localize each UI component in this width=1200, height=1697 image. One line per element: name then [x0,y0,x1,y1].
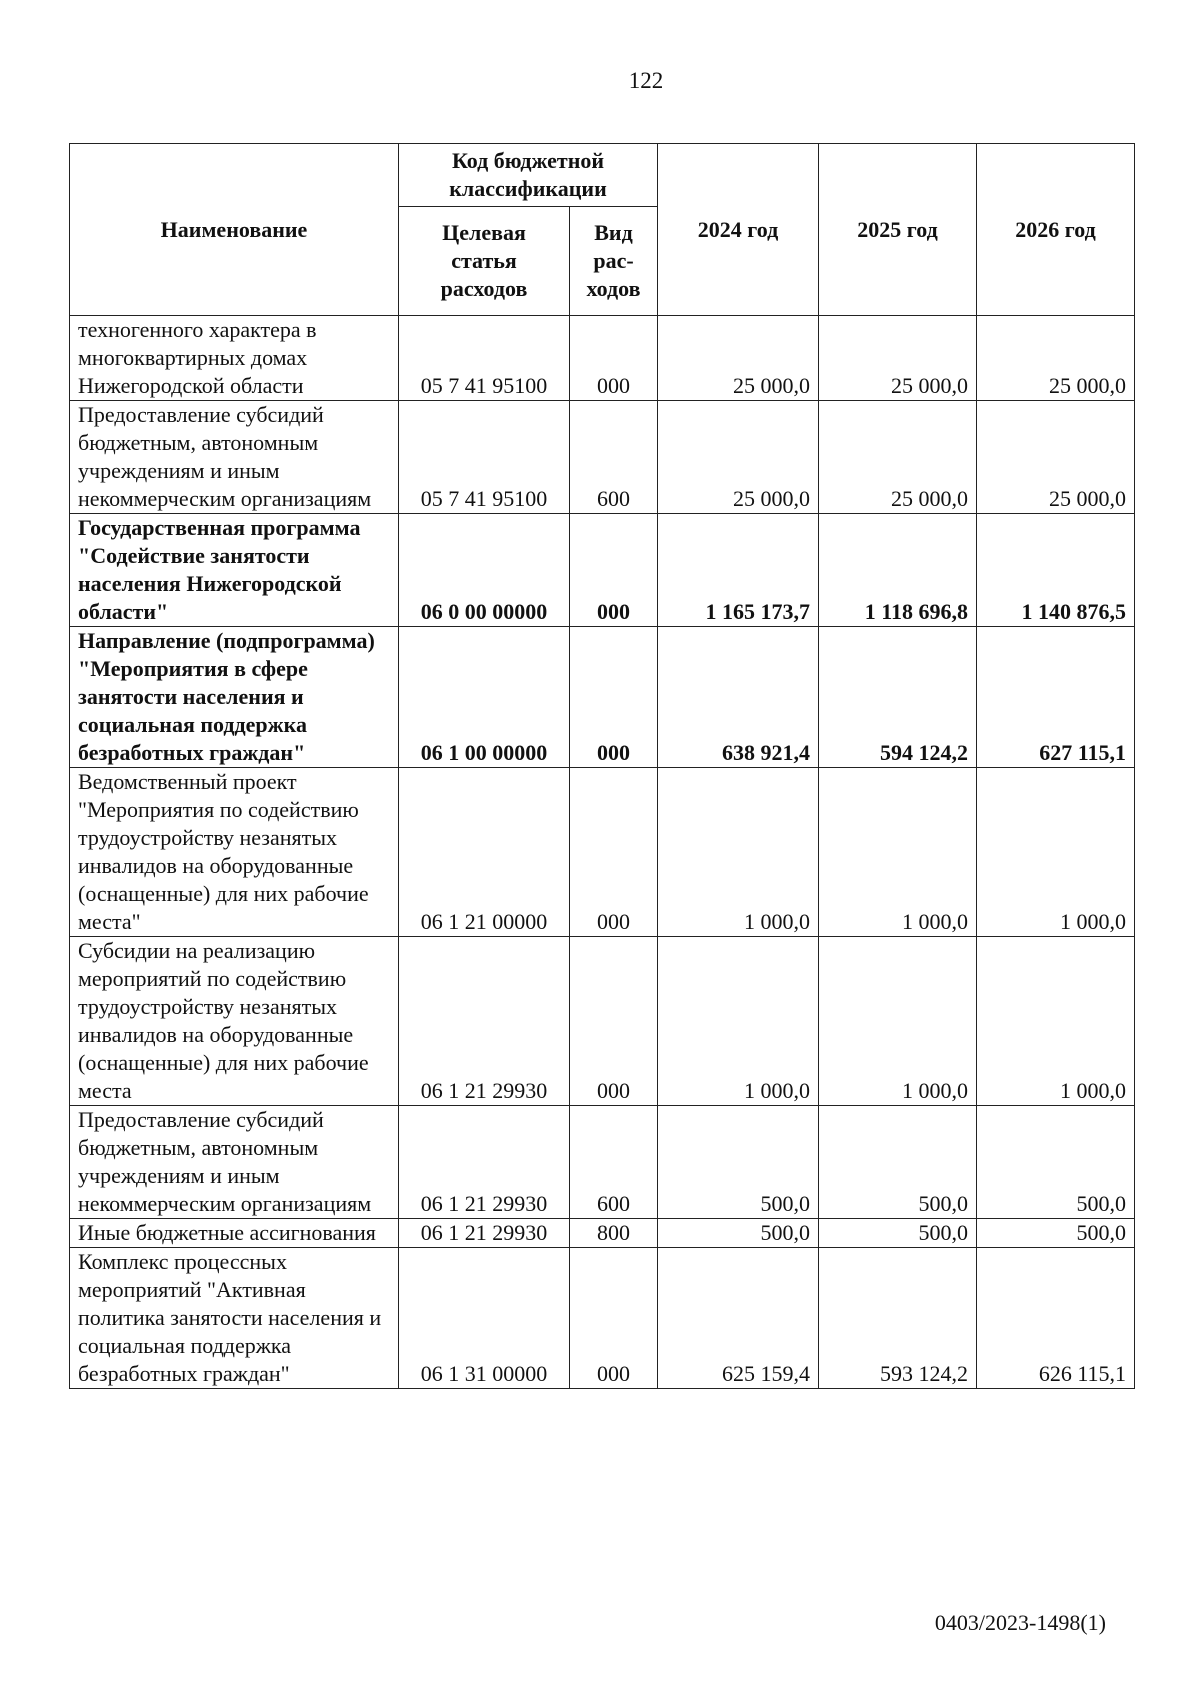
row-amount-2024-cell: 25 000,0 [658,401,819,514]
table-row [70,1219,1135,1248]
row-name-cell: Комплекс процессных мероприятий "Активная политика занятости населения и социальная поддержка безработных граждан" [70,1248,399,1389]
row-amount-2025-cell: 500,0 [819,1106,977,1219]
row-amount-2024-cell: 638 921,4 [658,627,819,768]
row-amount-2025-cell: 593 124,2 [819,1248,977,1389]
row-amount-2026-cell: 1 000,0 [977,937,1135,1106]
row-amount-2025-cell: 25 000,0 [819,401,977,514]
row-name-cell: Ведомственный проект "Мероприятия по содействию трудоустройству незанятых инвалидов на оборудованные (оснащенные) для них рабочие места" [70,768,399,937]
table-row [70,514,1135,627]
row-amount-2026-cell: 626 115,1 [977,1248,1135,1389]
row-name-cell: техногенного характера в многоквартирных домах Нижегородской области [70,316,399,401]
table-row [70,401,1135,514]
row-target-article-cell: 05 7 41 95100 [399,401,570,514]
header-name: Наименование [70,144,399,316]
row-amount-2026-cell: 500,0 [977,1106,1135,1219]
row-amount-2024-cell: 1 165 173,7 [658,514,819,627]
row-expense-kind-cell: 000 [570,768,658,937]
row-target-article-cell: 05 7 41 95100 [399,316,570,401]
row-amount-2024-cell: 25 000,0 [658,316,819,401]
header-year-2026: 2026 год [977,144,1135,316]
row-expense-kind-cell: 000 [570,1248,658,1389]
row-amount-2025-cell: 1 000,0 [819,937,977,1106]
row-amount-2024-cell: 625 159,4 [658,1248,819,1389]
header-year-2024: 2024 год [658,144,819,316]
row-target-article-cell: 06 1 00 00000 [399,627,570,768]
budget-table [69,143,1135,1389]
row-amount-2025-cell: 500,0 [819,1219,977,1248]
table-row [70,627,1135,768]
row-amount-2025-cell: 594 124,2 [819,627,977,768]
row-amount-2024-cell: 1 000,0 [658,937,819,1106]
table-row [70,316,1135,401]
row-target-article-cell: 06 1 21 29930 [399,937,570,1106]
row-name-cell: Иные бюджетные ассигнования [70,1219,399,1248]
header-year-2025: 2025 год [819,144,977,316]
row-amount-2026-cell: 1 000,0 [977,768,1135,937]
row-amount-2026-cell: 500,0 [977,1219,1135,1248]
row-expense-kind-cell: 000 [570,627,658,768]
row-target-article-cell: 06 0 00 00000 [399,514,570,627]
row-expense-kind-cell: 000 [570,937,658,1106]
row-expense-kind-cell: 000 [570,514,658,627]
row-name-cell: Государственная программа "Содействие занятости населения Нижегородской области" [70,514,399,627]
table-row [70,1248,1135,1389]
row-amount-2024-cell: 500,0 [658,1106,819,1219]
header-expense-kind: Вид рас-ходов [570,207,658,316]
document-number: 0403/2023-1498(1) [934,1610,1106,1635]
table-row [70,1106,1135,1219]
table-row [70,768,1135,937]
row-expense-kind-cell: 000 [570,316,658,401]
row-amount-2024-cell: 1 000,0 [658,768,819,937]
table-body [70,316,1135,1389]
row-amount-2026-cell: 627 115,1 [977,627,1135,768]
row-name-cell: Субсидии на реализацию мероприятий по содействию трудоустройству незанятых инвалидов на оборудованные (оснащенные) для них рабочие места [70,937,399,1106]
row-expense-kind-cell: 600 [570,1106,658,1219]
header-code-group: Код бюджетной классификации [399,144,658,207]
row-amount-2024-cell: 500,0 [658,1219,819,1248]
row-name-cell: Предоставление субсидий бюджетным, автономным учреждениям и иным некоммерческим организациям [70,1106,399,1219]
row-amount-2025-cell: 1 000,0 [819,768,977,937]
row-amount-2025-cell: 1 118 696,8 [819,514,977,627]
row-target-article-cell: 06 1 21 29930 [399,1106,570,1219]
row-expense-kind-cell: 800 [570,1219,658,1248]
row-name-cell: Направление (подпрограмма) "Мероприятия в сфере занятости населения и социальная поддержка безработных граждан" [70,627,399,768]
row-target-article-cell: 06 1 21 29930 [399,1219,570,1248]
row-amount-2026-cell: 1 140 876,5 [977,514,1135,627]
row-amount-2026-cell: 25 000,0 [977,401,1135,514]
row-target-article-cell: 06 1 21 00000 [399,768,570,937]
table-row [70,937,1135,1106]
row-amount-2025-cell: 25 000,0 [819,316,977,401]
table-header [70,144,1135,316]
row-name-cell: Предоставление субсидий бюджетным, автономным учреждениям и иным некоммерческим организациям [70,401,399,514]
header-target-article: Целевая статья расходов [399,207,570,316]
page-number: 122 [628,68,664,93]
row-target-article-cell: 06 1 31 00000 [399,1248,570,1389]
row-expense-kind-cell: 600 [570,401,658,514]
row-amount-2026-cell: 25 000,0 [977,316,1135,401]
